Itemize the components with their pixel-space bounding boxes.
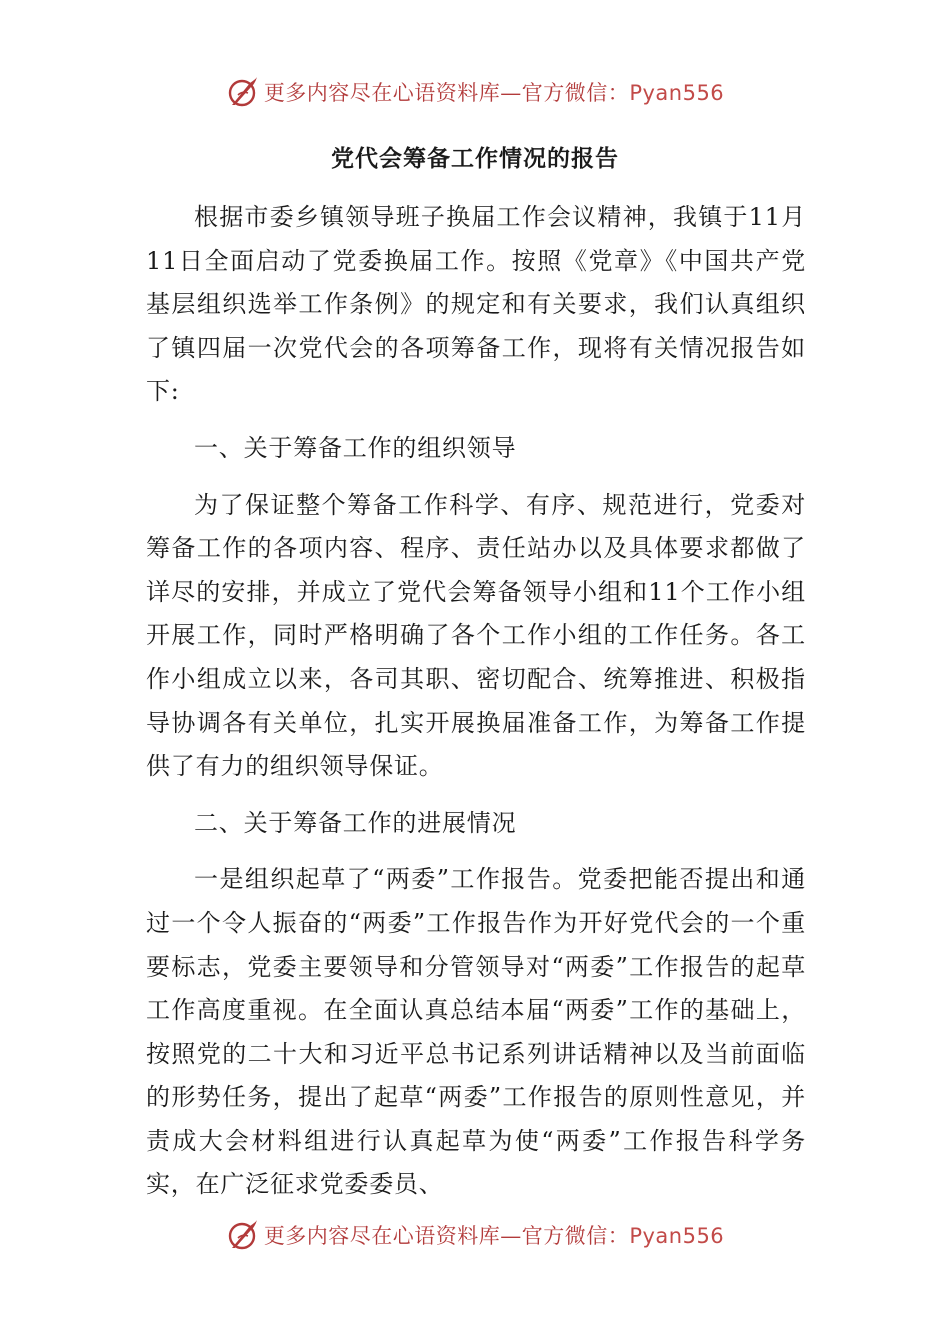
document-title: 党代会筹备工作情况的报告 xyxy=(331,145,619,172)
watermark-handle: Pyan556 xyxy=(629,1224,725,1248)
paragraph-organization: 为了保证整个筹备工作科学、有序、规范进行，党委对筹备工作的各项内容、程序、责任站办以及具体要求都做了详尽的安排，并成立了党代会筹备领导小组和11个工作小组开展工作，同时严格明确了各个工作小组的工作任务。各工作小组成立以来，各司其职、密切配合、统筹推进、积极指导协调各有关单位，扎实开展换届准备工作，为筹备工作提供了有力的组织领导保证。 xyxy=(146,490,806,781)
watermark-text xyxy=(264,1220,724,1250)
quill-logo-icon xyxy=(226,1218,260,1252)
paragraph-intro: 根据市委乡镇领导班子换届工作会议精神，我镇于11月11日全面启动了党委换届工作。按照《党章》《中国共产党基层组织选举工作条例》的规定和有关要求，我们认真组织了镇四届一次党代会的各项筹备工作，现将有关情况报告如下: xyxy=(146,203,806,406)
document-body xyxy=(146,196,806,1207)
section-heading-1: 一、关于筹备工作的组织领导 xyxy=(194,433,517,462)
quill-logo-icon xyxy=(226,75,260,109)
watermark-label: 更多内容尽在心语资料库—官方微信： xyxy=(263,81,630,105)
watermark-text xyxy=(264,77,724,107)
watermark-banner-bottom xyxy=(0,1215,950,1255)
watermark-handle: Pyan556 xyxy=(629,81,725,105)
paragraph-progress: 一是组织起草了“两委”工作报告。党委把能否提出和通过一个令人振奋的“两委”工作报告作为开好党代会的一个重要标志，党委主要领导和分管领导对“两委”工作报告的起草工作高度重视。在全面认真总结本届“两委”工作的基础上，按照党的二十大和习近平总书记系列讲话精神以及当前面临的形势任务，提出了起草“两委”工作报告的原则性意见，并责成大会材料组进行认真起草为使“两委”工作报告科学务实，在广泛征求党委委员、 xyxy=(146,865,806,1199)
watermark-banner-top xyxy=(0,72,950,112)
watermark-label: 更多内容尽在心语资料库—官方微信： xyxy=(263,1224,630,1248)
section-heading-2: 二、关于筹备工作的进展情况 xyxy=(194,808,517,837)
